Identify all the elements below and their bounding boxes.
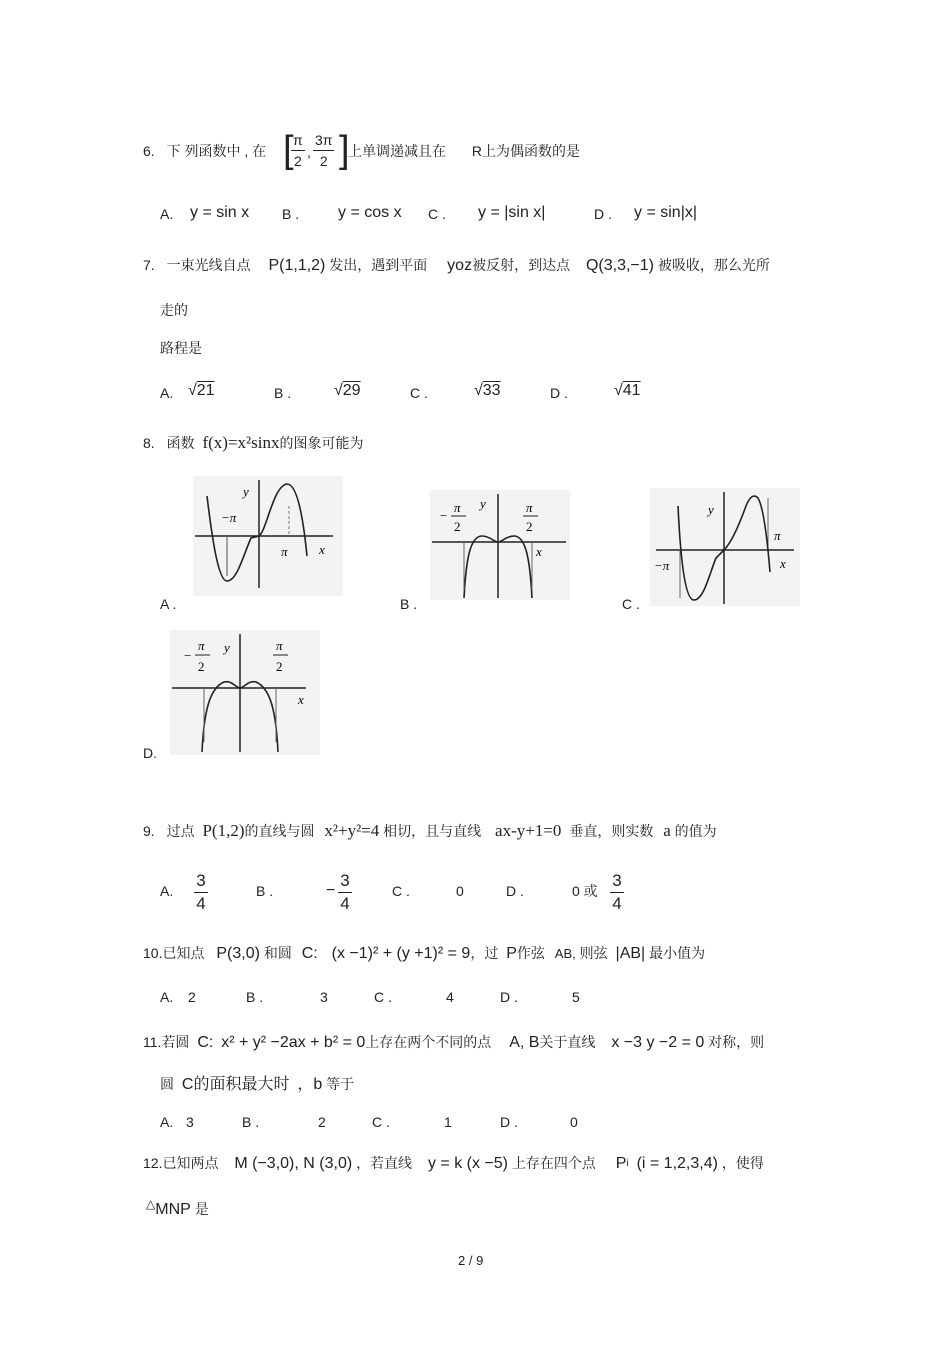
q11-line2: 圆 C的面积最大时 ，b 等于 [160, 1076, 355, 1093]
graph-d-left-den: 2 [198, 659, 205, 674]
graph-b-y-label: y [480, 496, 486, 511]
graph-d-right-pi: π [276, 638, 283, 653]
q6-line: 6. 下 列函数中 , 在 [143, 143, 267, 159]
graph-c-neg-pi: −π [654, 558, 670, 573]
graph-b-left-den: 2 [454, 519, 461, 534]
graph-c-y-label: y [708, 502, 714, 517]
graph-b-left-pi: π [454, 500, 461, 515]
graph-d-x-label: x [298, 692, 304, 707]
graph-d-label: D. [143, 745, 157, 761]
q8-line: 8. 函数 f(x)=x²sinx的图象可能为 [143, 433, 364, 452]
q12-line: 12.已知两点 M (−3,0), N (3,0) ，若直线 y = k (x −5) 上存在四个点 Pi (i = 1,2,3,4) ，使得 [143, 1155, 764, 1172]
q6-number: 6. [143, 143, 155, 159]
graph-d-left-pi: π [198, 638, 205, 653]
graph-c-label: C . [622, 596, 640, 612]
graph-d-minus: − [184, 648, 192, 663]
q11-line: 11.若圆 C: x² + y² −2ax + b² = 0上存在两个不同的点 A, B关于直线 x −3 y −2 = 0 对称，则 [143, 1034, 765, 1051]
q7-line2: 走的 [160, 302, 188, 318]
graph-c-x-label: x [780, 556, 786, 571]
graph-c [650, 488, 800, 606]
graph-a-label: A . [160, 596, 177, 612]
graph-a-pi: π [281, 544, 288, 559]
q9-line: 9. 过点 P(1,2)的直线与圆 x²+y²=4 相切，且与直线 ax-y+1=0 垂直，则实数 a 的值为 [143, 821, 717, 840]
graph-d-right-den: 2 [276, 659, 283, 674]
graph-a-x-label: x [319, 542, 325, 557]
graph-a-neg-pi: −π [221, 510, 237, 525]
graph-b-right-pi: π [526, 500, 533, 515]
graph-b-label: B . [400, 596, 418, 612]
graph-d-y-label: y [224, 640, 230, 655]
graph-d [170, 630, 320, 755]
page-number: 2 / 9 [458, 1253, 484, 1268]
graph-c-pi: π [774, 528, 781, 543]
q10-line: 10.已知点 P(3,0) 和圆 C: (x −1)² + (y +1)² = 9，过 P作弦 AB, 则弦 |AB| 最小值为 [143, 945, 706, 962]
q7-line: 7. 一束光线自点 P(1,1,2) 发出，遇到平面 yoz被反射，到达点 Q(3,3,−1) 被吸收，那么光所 [143, 257, 770, 274]
graph-a [193, 476, 343, 596]
q12-line2: △MNP 是 [146, 1197, 209, 1218]
graph-b-x-label: x [536, 544, 542, 559]
graph-b-minus: − [440, 508, 448, 523]
q7-line3: 路程是 [160, 340, 202, 356]
graph-b [430, 490, 570, 600]
q9-options: A. 3 4 B . − 3 4 C . 0 D . 0 或 3 4 [160, 870, 640, 920]
graph-a-y-label: y [243, 484, 249, 499]
graph-b-right-den: 2 [526, 519, 533, 534]
q6-line-rest: 上单调递减且在 R上为偶函数的是 [348, 143, 581, 159]
